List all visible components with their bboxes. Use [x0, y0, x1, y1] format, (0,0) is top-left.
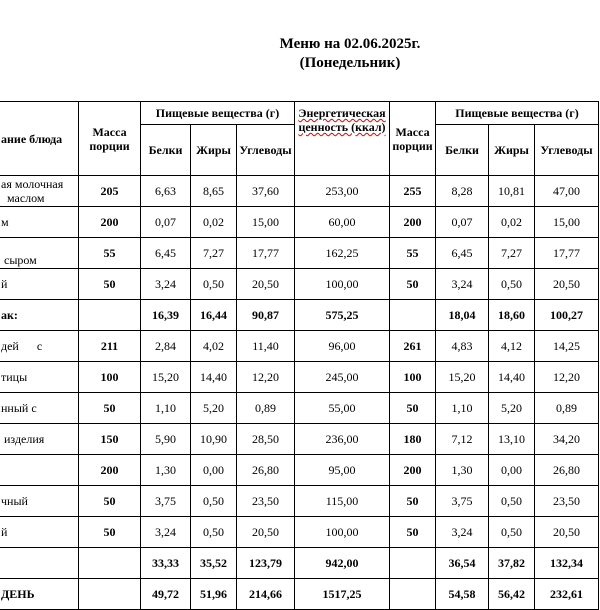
cell-protein: 1,30	[141, 455, 191, 486]
cell-protein-2: 8,28	[436, 176, 489, 207]
cell-mass-2: 200	[390, 455, 436, 486]
cell-mass: 205	[79, 176, 141, 207]
cell-mass-2	[390, 300, 436, 331]
cell-fat-2: 0,50	[489, 517, 535, 548]
cell-carbs: 37,60	[237, 176, 295, 207]
cell-protein: 2,84	[141, 331, 191, 362]
cell-dish-name: ая молочная маслом	[0, 176, 79, 207]
cell-carbs-2: 20,50	[535, 269, 599, 300]
menu-day: (Понедельник)	[299, 55, 401, 71]
header-protein-2: Белки	[436, 125, 489, 176]
cell-energy: 575,25	[295, 300, 390, 331]
cell-energy: 942,00	[295, 548, 390, 579]
table-row	[0, 238, 599, 269]
cell-protein-2: 3,75	[436, 486, 489, 517]
header-protein: Белки	[141, 125, 191, 176]
cell-energy: 245,00	[295, 362, 390, 393]
cell-fat-2: 18,60	[489, 300, 535, 331]
cell-mass	[79, 548, 141, 579]
cell-fat: 4,02	[191, 331, 237, 362]
cell-carbs-2: 15,00	[535, 207, 599, 238]
table-row	[0, 486, 599, 517]
cell-fat: 0,50	[191, 269, 237, 300]
cell-energy: 60,00	[295, 207, 390, 238]
cell-energy: 162,25	[295, 238, 390, 269]
cell-fat-2: 0,50	[489, 486, 535, 517]
cell-carbs-2: 23,50	[535, 486, 599, 517]
cell-mass-2: 50	[390, 269, 436, 300]
cell-energy: 96,00	[295, 331, 390, 362]
cell-carbs-2: 0,89	[535, 393, 599, 424]
cell-dish-name: нный с	[0, 393, 79, 424]
cell-dish-name: сыром	[0, 238, 79, 269]
cell-mass-2: 50	[390, 486, 436, 517]
cell-dish-name: дей с	[0, 331, 79, 362]
cell-dish-name: й	[0, 517, 79, 548]
cell-mass-2: 255	[390, 176, 436, 207]
cell-protein-2: 15,20	[436, 362, 489, 393]
cell-protein: 6,45	[141, 238, 191, 269]
cell-fat-2: 0,02	[489, 207, 535, 238]
cell-protein-2: 4,83	[436, 331, 489, 362]
cell-protein-2: 6,45	[436, 238, 489, 269]
cell-mass-2: 55	[390, 238, 436, 269]
table-row	[0, 331, 599, 362]
cell-carbs: 11,40	[237, 331, 295, 362]
cell-protein-2: 54,58	[436, 579, 489, 610]
cell-protein: 6,63	[141, 176, 191, 207]
total-row	[0, 300, 599, 331]
header-dish-name: ание блюда	[0, 102, 79, 176]
cell-carbs-2: 12,20	[535, 362, 599, 393]
cell-carbs: 20,50	[237, 517, 295, 548]
cell-carbs: 12,20	[237, 362, 295, 393]
cell-carbs: 214,66	[237, 579, 295, 610]
total-row	[0, 579, 599, 610]
cell-fat: 14,40	[191, 362, 237, 393]
cell-protein: 3,24	[141, 269, 191, 300]
cell-mass: 55	[79, 238, 141, 269]
cell-protein: 3,24	[141, 517, 191, 548]
cell-mass: 50	[79, 486, 141, 517]
cell-protein-2: 3,24	[436, 517, 489, 548]
cell-mass: 50	[79, 269, 141, 300]
cell-dish-name	[0, 455, 79, 486]
cell-carbs: 17,77	[237, 238, 295, 269]
cell-carbs: 26,80	[237, 455, 295, 486]
cell-carbs: 20,50	[237, 269, 295, 300]
cell-carbs: 23,50	[237, 486, 295, 517]
table-row	[0, 424, 599, 455]
cell-energy: 253,00	[295, 176, 390, 207]
cell-dish-name	[0, 548, 79, 579]
cell-mass-2: 261	[390, 331, 436, 362]
cell-carbs-2: 132,34	[535, 548, 599, 579]
header-nutrients-2: Пищевые вещества (г)	[436, 102, 599, 125]
menu-title: Меню на 02.06.2025г.	[279, 36, 421, 52]
cell-fat-2: 5,20	[489, 393, 535, 424]
cell-dish-name: м	[0, 207, 79, 238]
table-row	[0, 517, 599, 548]
cell-mass-2	[390, 548, 436, 579]
cell-carbs-2: 100,27	[535, 300, 599, 331]
header-energy-text: Энергетическая ценность (ккал)	[298, 106, 386, 134]
cell-protein-2: 1,10	[436, 393, 489, 424]
cell-fat-2: 7,27	[489, 238, 535, 269]
cell-carbs-2: 20,50	[535, 517, 599, 548]
header-nutrients: Пищевые вещества (г)	[141, 102, 295, 125]
cell-protein-2: 3,24	[436, 269, 489, 300]
cell-protein-2: 1,30	[436, 455, 489, 486]
cell-mass: 50	[79, 393, 141, 424]
cell-dish-name: чный	[0, 486, 79, 517]
cell-mass	[79, 300, 141, 331]
cell-fat-2: 13,10	[489, 424, 535, 455]
cell-protein-2: 18,04	[436, 300, 489, 331]
cell-dish-name: тицы	[0, 362, 79, 393]
cell-protein-2: 0,07	[436, 207, 489, 238]
cell-energy: 236,00	[295, 424, 390, 455]
cell-energy: 95,00	[295, 455, 390, 486]
cell-fat-2: 56,42	[489, 579, 535, 610]
table-row	[0, 393, 599, 424]
cell-protein: 5,90	[141, 424, 191, 455]
cell-carbs: 15,00	[237, 207, 295, 238]
header-fat: Жиры	[191, 125, 237, 176]
cell-protein: 49,72	[141, 579, 191, 610]
cell-fat: 0,02	[191, 207, 237, 238]
cell-mass	[79, 579, 141, 610]
cell-energy: 100,00	[295, 517, 390, 548]
table-row	[0, 207, 599, 238]
cell-fat: 10,90	[191, 424, 237, 455]
cell-protein: 16,39	[141, 300, 191, 331]
cell-fat: 0,50	[191, 517, 237, 548]
cell-mass: 200	[79, 455, 141, 486]
cell-mass: 100	[79, 362, 141, 393]
cell-fat: 8,65	[191, 176, 237, 207]
cell-dish-name: ак:	[0, 300, 79, 331]
total-row	[0, 548, 599, 579]
cell-carbs: 0,89	[237, 393, 295, 424]
header-mass-2: Масса порции	[390, 102, 436, 176]
cell-energy: 115,00	[295, 486, 390, 517]
cell-fat: 51,96	[191, 579, 237, 610]
cell-protein-2: 36,54	[436, 548, 489, 579]
cell-protein: 15,20	[141, 362, 191, 393]
cell-mass: 150	[79, 424, 141, 455]
cell-protein: 3,75	[141, 486, 191, 517]
cell-mass-2: 50	[390, 393, 436, 424]
cell-energy: 100,00	[295, 269, 390, 300]
cell-mass-2: 50	[390, 517, 436, 548]
cell-dish-name: ДЕНЬ	[0, 579, 79, 610]
cell-fat: 0,50	[191, 486, 237, 517]
cell-mass-2: 200	[390, 207, 436, 238]
cell-fat: 7,27	[191, 238, 237, 269]
cell-protein-2: 7,12	[436, 424, 489, 455]
table-row	[0, 176, 599, 207]
cell-carbs-2: 26,80	[535, 455, 599, 486]
table-row	[0, 269, 599, 300]
cell-fat: 35,52	[191, 548, 237, 579]
cell-carbs: 123,79	[237, 548, 295, 579]
cell-carbs-2: 232,61	[535, 579, 599, 610]
cell-fat-2: 0,00	[489, 455, 535, 486]
cell-mass-2	[390, 579, 436, 610]
cell-mass-2: 180	[390, 424, 436, 455]
cell-mass: 200	[79, 207, 141, 238]
cell-protein: 0,07	[141, 207, 191, 238]
cell-dish-name: изделия	[0, 424, 79, 455]
cell-carbs: 90,87	[237, 300, 295, 331]
cell-carbs-2: 14,25	[535, 331, 599, 362]
header-carbs-2: Углеводы	[535, 125, 599, 176]
cell-energy: 55,00	[295, 393, 390, 424]
table-row	[0, 362, 599, 393]
header-carbs: Углеводы	[237, 125, 295, 176]
table-row	[0, 455, 599, 486]
menu-table	[0, 101, 599, 610]
cell-fat-2: 4,12	[489, 331, 535, 362]
cell-mass: 50	[79, 517, 141, 548]
cell-energy: 1517,25	[295, 579, 390, 610]
cell-protein: 33,33	[141, 548, 191, 579]
cell-fat: 16,44	[191, 300, 237, 331]
header-mass: Масса порции	[79, 102, 141, 176]
header-energy	[295, 102, 390, 176]
menu-rows	[0, 176, 599, 610]
cell-fat-2: 10,81	[489, 176, 535, 207]
cell-fat: 0,00	[191, 455, 237, 486]
cell-carbs-2: 17,77	[535, 238, 599, 269]
cell-carbs-2: 47,00	[535, 176, 599, 207]
cell-fat-2: 37,82	[489, 548, 535, 579]
cell-dish-name: й	[0, 269, 79, 300]
cell-carbs: 28,50	[237, 424, 295, 455]
cell-fat-2: 14,40	[489, 362, 535, 393]
cell-carbs-2: 34,20	[535, 424, 599, 455]
header-fat-2: Жиры	[489, 125, 535, 176]
cell-protein: 1,10	[141, 393, 191, 424]
cell-mass-2: 100	[390, 362, 436, 393]
cell-fat: 5,20	[191, 393, 237, 424]
cell-mass: 211	[79, 331, 141, 362]
cell-fat-2: 0,50	[489, 269, 535, 300]
